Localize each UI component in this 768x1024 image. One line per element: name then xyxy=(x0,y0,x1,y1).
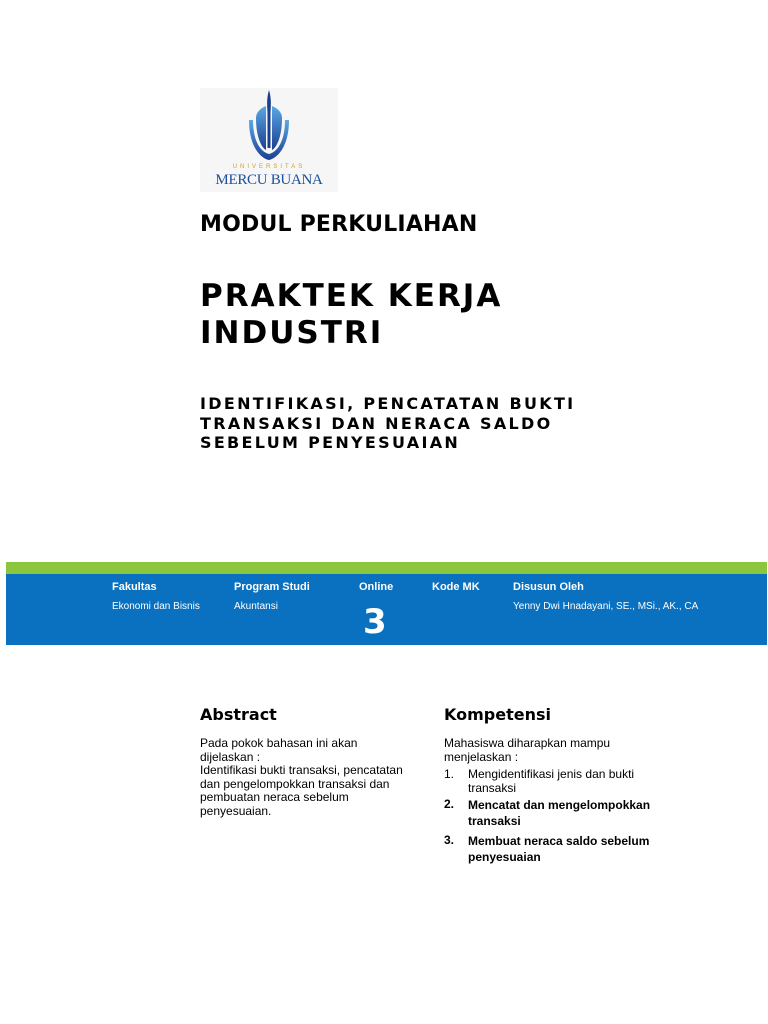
kompetensi-intro-line: Mahasiswa diharapkan mampu xyxy=(444,736,611,750)
module-subtitle: IDENTIFIKASI, PENCATATAN BUKTI TRANSAKSI DAN NERACA SALDO SEBELUM PENYESUAIAN xyxy=(200,394,576,452)
kompetensi-list xyxy=(444,767,674,865)
list-item-text: Membuat neraca saldo sebelum penyesuaian xyxy=(468,834,650,864)
fakultas-label: Fakultas xyxy=(112,581,157,593)
list-item xyxy=(444,833,674,865)
list-item-number: 1. xyxy=(444,767,455,781)
abstract-line: Pada pokok bahasan ini akan xyxy=(200,736,358,750)
abstract-line: pembuatan neraca sebelum xyxy=(200,790,349,804)
kompetensi-intro-line: menjelaskan : xyxy=(444,749,519,764)
info-bar xyxy=(6,574,767,645)
abstract-heading: Abstract xyxy=(200,705,277,724)
logo-universitas-text: UNIVERSITAS xyxy=(232,164,306,170)
disusun-oleh-value: Yenny Dwi Hnadayani, SE., MSi., AK., CA xyxy=(513,601,699,612)
program-studi-value: Akuntansi xyxy=(234,601,278,612)
kompetensi-intro xyxy=(444,737,664,764)
list-item-number: 3. xyxy=(444,833,455,847)
kode-mk-label: Kode MK xyxy=(432,581,480,593)
abstract-line: penyesuaian. xyxy=(200,803,272,818)
green-accent-bar xyxy=(6,562,767,574)
list-item xyxy=(444,767,674,795)
abstract-line: Identifikasi bukti transaksi, pencatatan xyxy=(200,763,403,777)
logo-university-name: MERCU BUANA xyxy=(215,172,323,188)
disusun-oleh-label: Disusun Oleh xyxy=(513,581,584,593)
kompetensi-heading: Kompetensi xyxy=(444,705,551,724)
flame-emblem-icon xyxy=(200,88,338,164)
fakultas-value: Ekonomi dan Bisnis xyxy=(112,601,200,612)
modul-label: MODUL PERKULIAHAN xyxy=(200,212,478,237)
list-item-text: Mengidentifikasi jenis dan bukti transaksi xyxy=(468,767,635,795)
list-item-number: 2. xyxy=(444,797,455,811)
program-studi-label: Program Studi xyxy=(234,581,310,593)
abstract-line: dan pengelompokkan transaksi dan xyxy=(200,776,390,791)
university-logo xyxy=(200,88,338,192)
online-number: 3 xyxy=(363,602,387,642)
course-title: PRAKTEK KERJA INDUSTRI xyxy=(200,278,503,351)
abstract-line: dijelaskan : xyxy=(200,749,261,764)
list-item-text: Mencatat dan mengelompokkan transaksi xyxy=(468,798,651,828)
list-item xyxy=(444,797,674,829)
abstract-text xyxy=(200,737,415,818)
online-label: Online xyxy=(359,581,394,593)
